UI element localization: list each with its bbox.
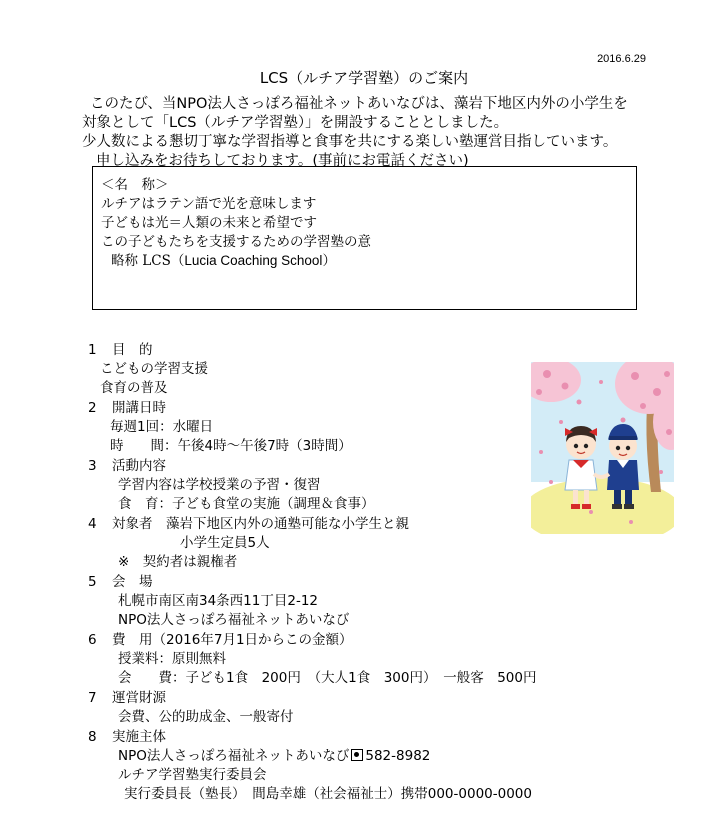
section-2-line: 時 間：午後4時～午後7時（3時間） [110, 438, 352, 454]
abbrev-label: 略称 LCS（ [111, 253, 185, 269]
section-1-line: こどもの学習支援 [100, 361, 208, 377]
section-4-line: ※ 契約者は親権者 [118, 554, 238, 570]
document-date: 2016.6.29 [597, 53, 646, 65]
name-box-heading: ＜名 称＞ [101, 177, 169, 193]
section-6-line: 会 費：子ども1食 200円 （大人1食 300円） 一般客 500円 [118, 670, 537, 686]
section-6-line: 授業料：原則無料 [118, 651, 226, 667]
section-4-heading: 4 対象者 藻岩下地区内外の通塾可能な小学生と親 [88, 516, 409, 532]
abbrev-close: ） [322, 253, 336, 269]
name-box-line: ルチアはラテン語で光を意味します [101, 196, 317, 212]
school-name: Lucia Coaching School [184, 253, 323, 268]
section-1-line: 食育の普及 [100, 380, 168, 396]
section-3-heading: 3 活動内容 [88, 458, 166, 474]
section-4-line: 小学生定員5人 [180, 535, 270, 551]
section-7-line: 会費、公的助成金、一般寄付 [118, 709, 294, 725]
name-box [92, 166, 637, 310]
intro-line-4: 申し込みをお待ちしております。(事前にお電話ください) [96, 153, 469, 169]
section-6-heading: 6 費 用（2016年7月1日からこの金額） [88, 632, 353, 648]
section-3-line: 食 育：子ども食堂の実施（調理＆食事） [118, 496, 375, 512]
intro-line-1: このたび、当NPO法人さっぽろ福祉ネットあいなびは、藻岩下地区内外の小学生を [90, 96, 628, 112]
section-5-line: 札幌市南区南34条西11丁目2-12 [118, 593, 318, 609]
phone-icon [351, 749, 363, 761]
section-5-heading: 5 会 場 [88, 574, 153, 590]
section-2-heading: 2 開講日時 [88, 400, 166, 416]
section-8-line: ルチア学習塾実行委員会 [118, 767, 267, 783]
intro-line-3: 少人数による懇切丁寧な学習指導と食事を共にする楽しい塾運営目指しています。 [82, 134, 618, 150]
children-illustration [531, 362, 674, 534]
phone-number: 582-8982 [365, 748, 431, 764]
organizer-name: NPO法人さっぽろ福祉ネットあいなび [118, 748, 350, 764]
section-7-heading: 7 運営財源 [88, 690, 166, 706]
section-8-org-line [118, 744, 430, 764]
section-3-line: 学習内容は学校授業の予習・復習 [118, 477, 321, 493]
section-8-line: 実行委員長（塾長） 間島幸雄（社会福祉士）携帯000-0000-0000 [124, 786, 532, 802]
section-1-heading: 1 目 的 [88, 342, 153, 358]
section-8-heading: 8 実施主体 [88, 729, 166, 745]
document-title: LCS（ルチア学習塾）のご案内 [259, 69, 469, 87]
name-box-line: この子どもたちを支援するための学習塾の意 [101, 234, 371, 250]
intro-line-2: 対象として「LCS（ルチア学習塾）」を開設することとしました。 [82, 115, 509, 131]
name-box-line: 子どもは光＝人類の未来と希望です [101, 215, 317, 231]
section-5-line: NPO法人さっぽろ福祉ネットあいなび [118, 612, 350, 628]
name-box-abbrev [111, 249, 336, 269]
section-2-line: 毎週1回：水曜日 [110, 419, 214, 435]
